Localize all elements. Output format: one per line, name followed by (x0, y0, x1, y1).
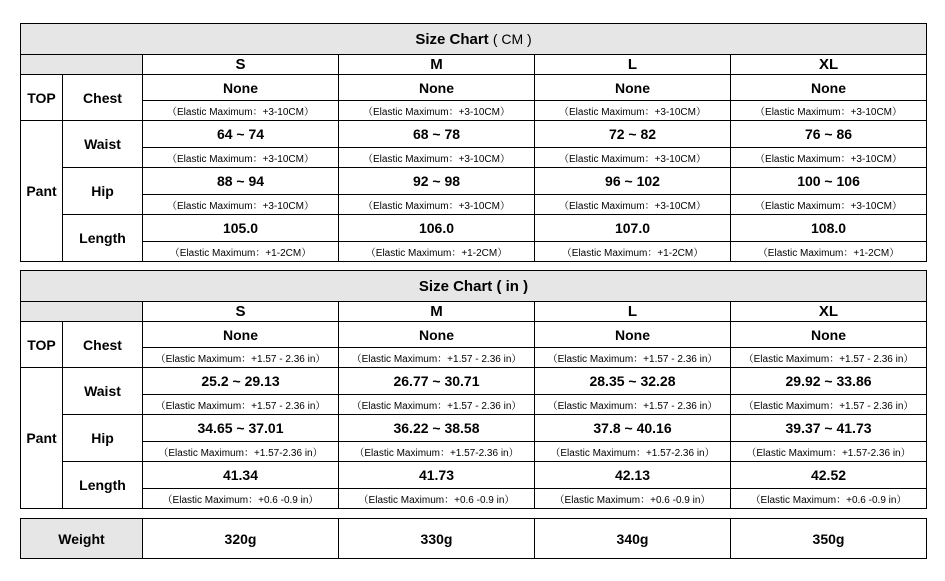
in-chest-note-l: （Elastic Maximum：+1.57 - 2.36 in） (535, 348, 731, 368)
cm-chest-xl: None (731, 75, 927, 101)
in-length-note-m: （Elastic Maximum：+0.6 -0.9 in） (339, 489, 535, 509)
in-hip-m: 36.22 ~ 38.58 (339, 415, 535, 442)
cm-length-note-l: （Elastic Maximum：+1-2CM） (535, 242, 731, 262)
in-length-note-l: （Elastic Maximum：+0.6 -0.9 in） (535, 489, 731, 509)
weight-label: Weight (21, 519, 143, 559)
cm-header-blank (21, 55, 143, 75)
cm-waist-s: 64 ~ 74 (143, 121, 339, 148)
weight-xl: 350g (731, 519, 927, 559)
cm-chest-note-m: （Elastic Maximum：+3-10CM） (339, 101, 535, 121)
cm-hip-note-m: （Elastic Maximum：+3-10CM） (339, 195, 535, 215)
weight-m: 330g (339, 519, 535, 559)
in-length-xl: 42.52 (731, 462, 927, 489)
in-waist-l: 28.35 ~ 32.28 (535, 368, 731, 395)
cm-length-l: 107.0 (535, 215, 731, 242)
cm-hip-xl: 100 ~ 106 (731, 168, 927, 195)
in-waist-note-l: （Elastic Maximum：+1.57 - 2.36 in） (535, 395, 731, 415)
in-waist-note-xl: （Elastic Maximum：+1.57 - 2.36 in） (731, 395, 927, 415)
cm-hip-l: 96 ~ 102 (535, 168, 731, 195)
in-header-size-l: L (535, 302, 731, 322)
weight-s: 320g (143, 519, 339, 559)
cm-header-size-l: L (535, 55, 731, 75)
size-chart-cm-table (20, 23, 927, 262)
in-hip-label: Hip (63, 415, 143, 462)
in-title-text: Size Chart (418, 277, 493, 295)
cm-top-label: TOP (21, 75, 63, 121)
cm-hip-s: 88 ~ 94 (143, 168, 339, 195)
in-waist-m: 26.77 ~ 30.71 (339, 368, 535, 395)
in-hip-note-l: （Elastic Maximum：+1.57-2.36 in） (535, 442, 731, 462)
cm-hip-m: 92 ~ 98 (339, 168, 535, 195)
cm-hip-label: Hip (63, 168, 143, 215)
in-chest-l: None (535, 322, 731, 348)
cm-title-text: Size Chart (415, 30, 489, 48)
cm-hip-note-s: （Elastic Maximum：+3-10CM） (143, 195, 339, 215)
in-length-m: 41.73 (339, 462, 535, 489)
weight-l: 340g (535, 519, 731, 559)
in-length-label: Length (63, 462, 143, 509)
in-waist-s: 25.2 ~ 29.13 (143, 368, 339, 395)
size-chart-in-table (20, 270, 927, 509)
in-chest-label: Chest (63, 322, 143, 368)
cm-waist-note-s: （Elastic Maximum：+3-10CM） (143, 148, 339, 168)
cm-waist-label: Waist (63, 121, 143, 168)
cm-length-m: 106.0 (339, 215, 535, 242)
in-hip-s: 34.65 ~ 37.01 (143, 415, 339, 442)
cm-length-label: Length (63, 215, 143, 262)
cm-header-size-m: M (339, 55, 535, 75)
in-top-label: TOP (21, 322, 63, 368)
in-hip-note-xl: （Elastic Maximum：+1.57-2.36 in） (731, 442, 927, 462)
in-hip-note-m: （Elastic Maximum：+1.57-2.36 in） (339, 442, 535, 462)
cm-chest-l: None (535, 75, 731, 101)
cm-length-s: 105.0 (143, 215, 339, 242)
cm-hip-note-xl: （Elastic Maximum：+3-10CM） (731, 195, 927, 215)
cm-waist-note-xl: （Elastic Maximum：+3-10CM） (731, 148, 927, 168)
cm-length-xl: 108.0 (731, 215, 927, 242)
cm-waist-l: 72 ~ 82 (535, 121, 731, 148)
in-pant-label: Pant (21, 368, 63, 509)
in-chest-note-s: （Elastic Maximum：+1.57 - 2.36 in） (143, 348, 339, 368)
in-length-l: 42.13 (535, 462, 731, 489)
in-chest-xl: None (731, 322, 927, 348)
cm-length-note-s: （Elastic Maximum：+1-2CM） (143, 242, 339, 262)
cm-chest-s: None (143, 75, 339, 101)
in-chest-m: None (339, 322, 535, 348)
in-hip-l: 37.8 ~ 40.16 (535, 415, 731, 442)
cm-waist-note-m: （Elastic Maximum：+3-10CM） (339, 148, 535, 168)
in-length-note-xl: （Elastic Maximum：+0.6 -0.9 in） (731, 489, 927, 509)
in-header-size-m: M (339, 302, 535, 322)
in-header-blank (21, 302, 143, 322)
in-header-size-s: S (143, 302, 339, 322)
cm-chest-note-s: （Elastic Maximum：+3-10CM） (143, 101, 339, 121)
in-waist-note-m: （Elastic Maximum：+1.57 - 2.36 in） (339, 395, 535, 415)
cm-chest-label: Chest (63, 75, 143, 121)
cm-length-note-xl: （Elastic Maximum：+1-2CM） (731, 242, 927, 262)
in-waist-note-s: （Elastic Maximum：+1.57 - 2.36 in） (143, 395, 339, 415)
in-hip-note-s: （Elastic Maximum：+1.57-2.36 in） (143, 442, 339, 462)
in-header-size-xl: XL (731, 302, 927, 322)
in-length-s: 41.34 (143, 462, 339, 489)
cm-waist-xl: 76 ~ 86 (731, 121, 927, 148)
cm-waist-m: 68 ~ 78 (339, 121, 535, 148)
in-unit-text: ( in ) (496, 277, 529, 295)
in-length-note-s: （Elastic Maximum：+0.6 -0.9 in） (143, 489, 339, 509)
in-chart-title (21, 271, 927, 302)
in-chest-s: None (143, 322, 339, 348)
cm-chart-title (21, 24, 927, 55)
cm-chest-note-xl: （Elastic Maximum：+3-10CM） (731, 101, 927, 121)
weight-table (20, 518, 927, 559)
cm-waist-note-l: （Elastic Maximum：+3-10CM） (535, 148, 731, 168)
in-chest-note-xl: （Elastic Maximum：+1.57 - 2.36 in） (731, 348, 927, 368)
cm-length-note-m: （Elastic Maximum：+1-2CM） (339, 242, 535, 262)
in-waist-xl: 29.92 ~ 33.86 (731, 368, 927, 395)
in-hip-xl: 39.37 ~ 41.73 (731, 415, 927, 442)
in-chest-note-m: （Elastic Maximum：+1.57 - 2.36 in） (339, 348, 535, 368)
in-waist-label: Waist (63, 368, 143, 415)
cm-chest-note-l: （Elastic Maximum：+3-10CM） (535, 101, 731, 121)
cm-unit-text: ( CM ) (492, 30, 532, 47)
cm-header-size-s: S (143, 55, 339, 75)
cm-hip-note-l: （Elastic Maximum：+3-10CM） (535, 195, 731, 215)
cm-pant-label: Pant (21, 121, 63, 262)
cm-chest-m: None (339, 75, 535, 101)
cm-header-size-xl: XL (731, 55, 927, 75)
